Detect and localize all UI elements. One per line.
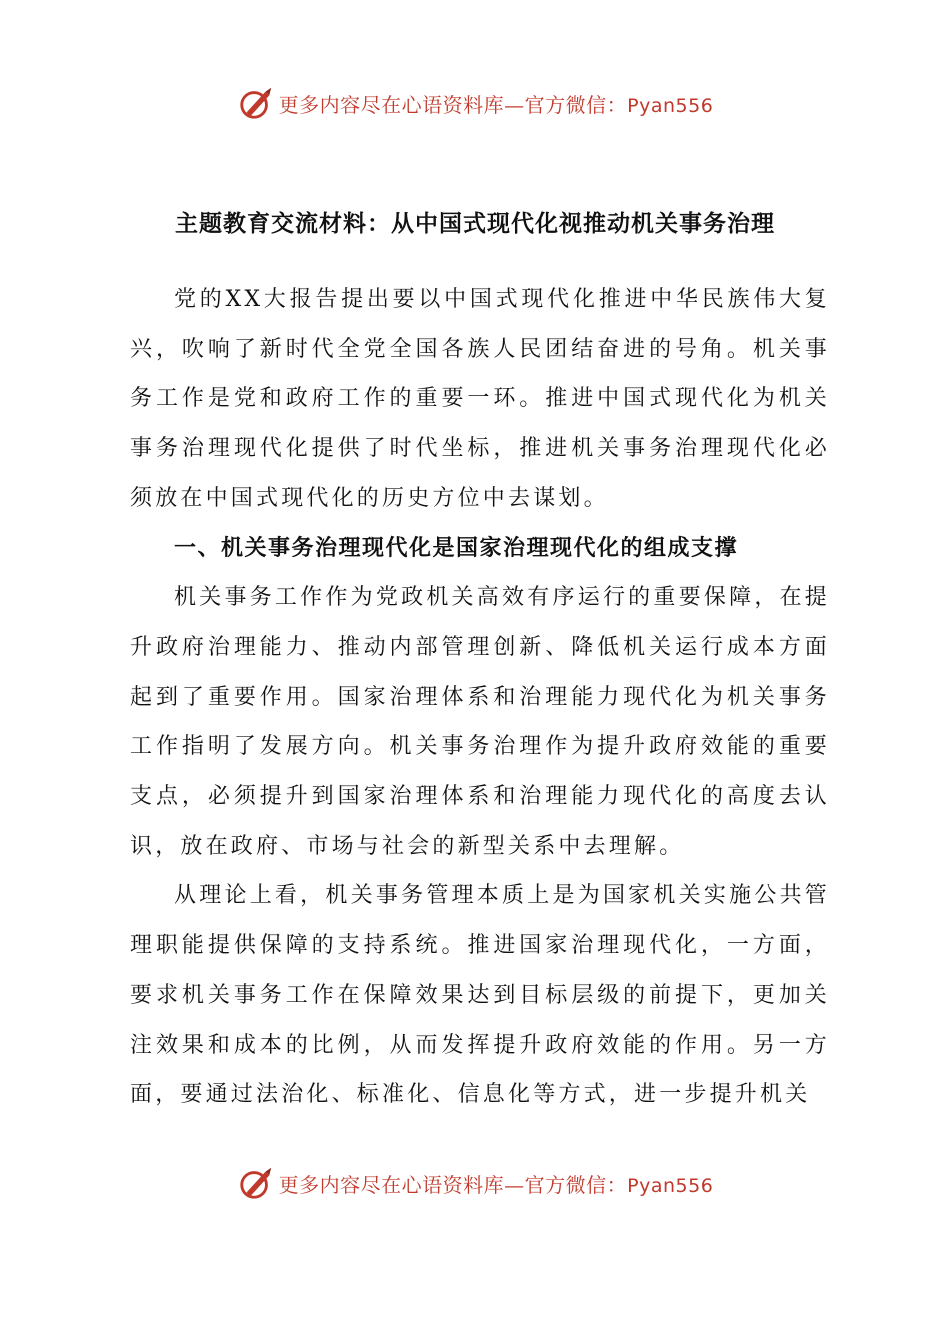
footer-banner bbox=[0, 1160, 950, 1206]
document-body bbox=[130, 275, 830, 1120]
banner-wechat-id: Pyan556 bbox=[627, 1174, 714, 1197]
banner-wechat-id: Pyan556 bbox=[627, 94, 714, 117]
banner-wechat-label: 官方微信： bbox=[524, 92, 628, 117]
banner-text bbox=[279, 89, 714, 118]
banner-dash: — bbox=[504, 92, 525, 117]
document-title: 主题教育交流材料：从中国式现代化视推动机关事务治理 bbox=[175, 211, 775, 237]
pen-logo-icon bbox=[237, 84, 275, 122]
paragraph: 从理论上看，机关事务管理本质上是为国家机关实施公共管理职能提供保障的支持系统。推进国家治理现代化，一方面，要求机关事务工作在保障效果达到目标层级的前提下，更加关注效果和成本的比例，从而发挥提升政府效能的作用。另一方面，要通过法治化、标准化、信息化等方式，进一步提升机关 bbox=[130, 883, 830, 1108]
banner-library-text: 更多内容尽在心语资料库 bbox=[278, 1172, 505, 1197]
banner-text bbox=[279, 1169, 714, 1198]
pen-logo-icon bbox=[237, 1164, 275, 1202]
section-heading: 一、机关事务治理现代化是国家治理现代化的组成支撑 bbox=[174, 535, 739, 561]
paragraph: 党的XX大报告提出要以中国式现代化推进中华民族伟大复兴，吹响了新时代全党全国各族人民团结奋进的号角。机关事务工作是党和政府工作的重要一环。推进中国式现代化为机关事务治理现代化提供了时代坐标，推进机关事务治理现代化必须放在中国式现代化的历史方位中去谋划。 bbox=[130, 287, 830, 511]
banner-wechat-label: 官方微信： bbox=[524, 1172, 628, 1197]
banner-library-text: 更多内容尽在心语资料库 bbox=[278, 92, 505, 117]
header-banner bbox=[0, 80, 950, 126]
paragraph: 机关事务工作作为党政机关高效有序运行的重要保障，在提升政府治理能力、推动内部管理创新、降低机关运行成本方面起到了重要作用。国家治理体系和治理能力现代化为机关事务工作指明了发展方向。机关事务治理作为提升政府效能的重要支点，必须提升到国家治理体系和治理能力现代化的高度去认识，放在政府、市场与社会的新型关系中去理解。 bbox=[130, 585, 830, 859]
banner-dash: — bbox=[504, 1172, 525, 1197]
